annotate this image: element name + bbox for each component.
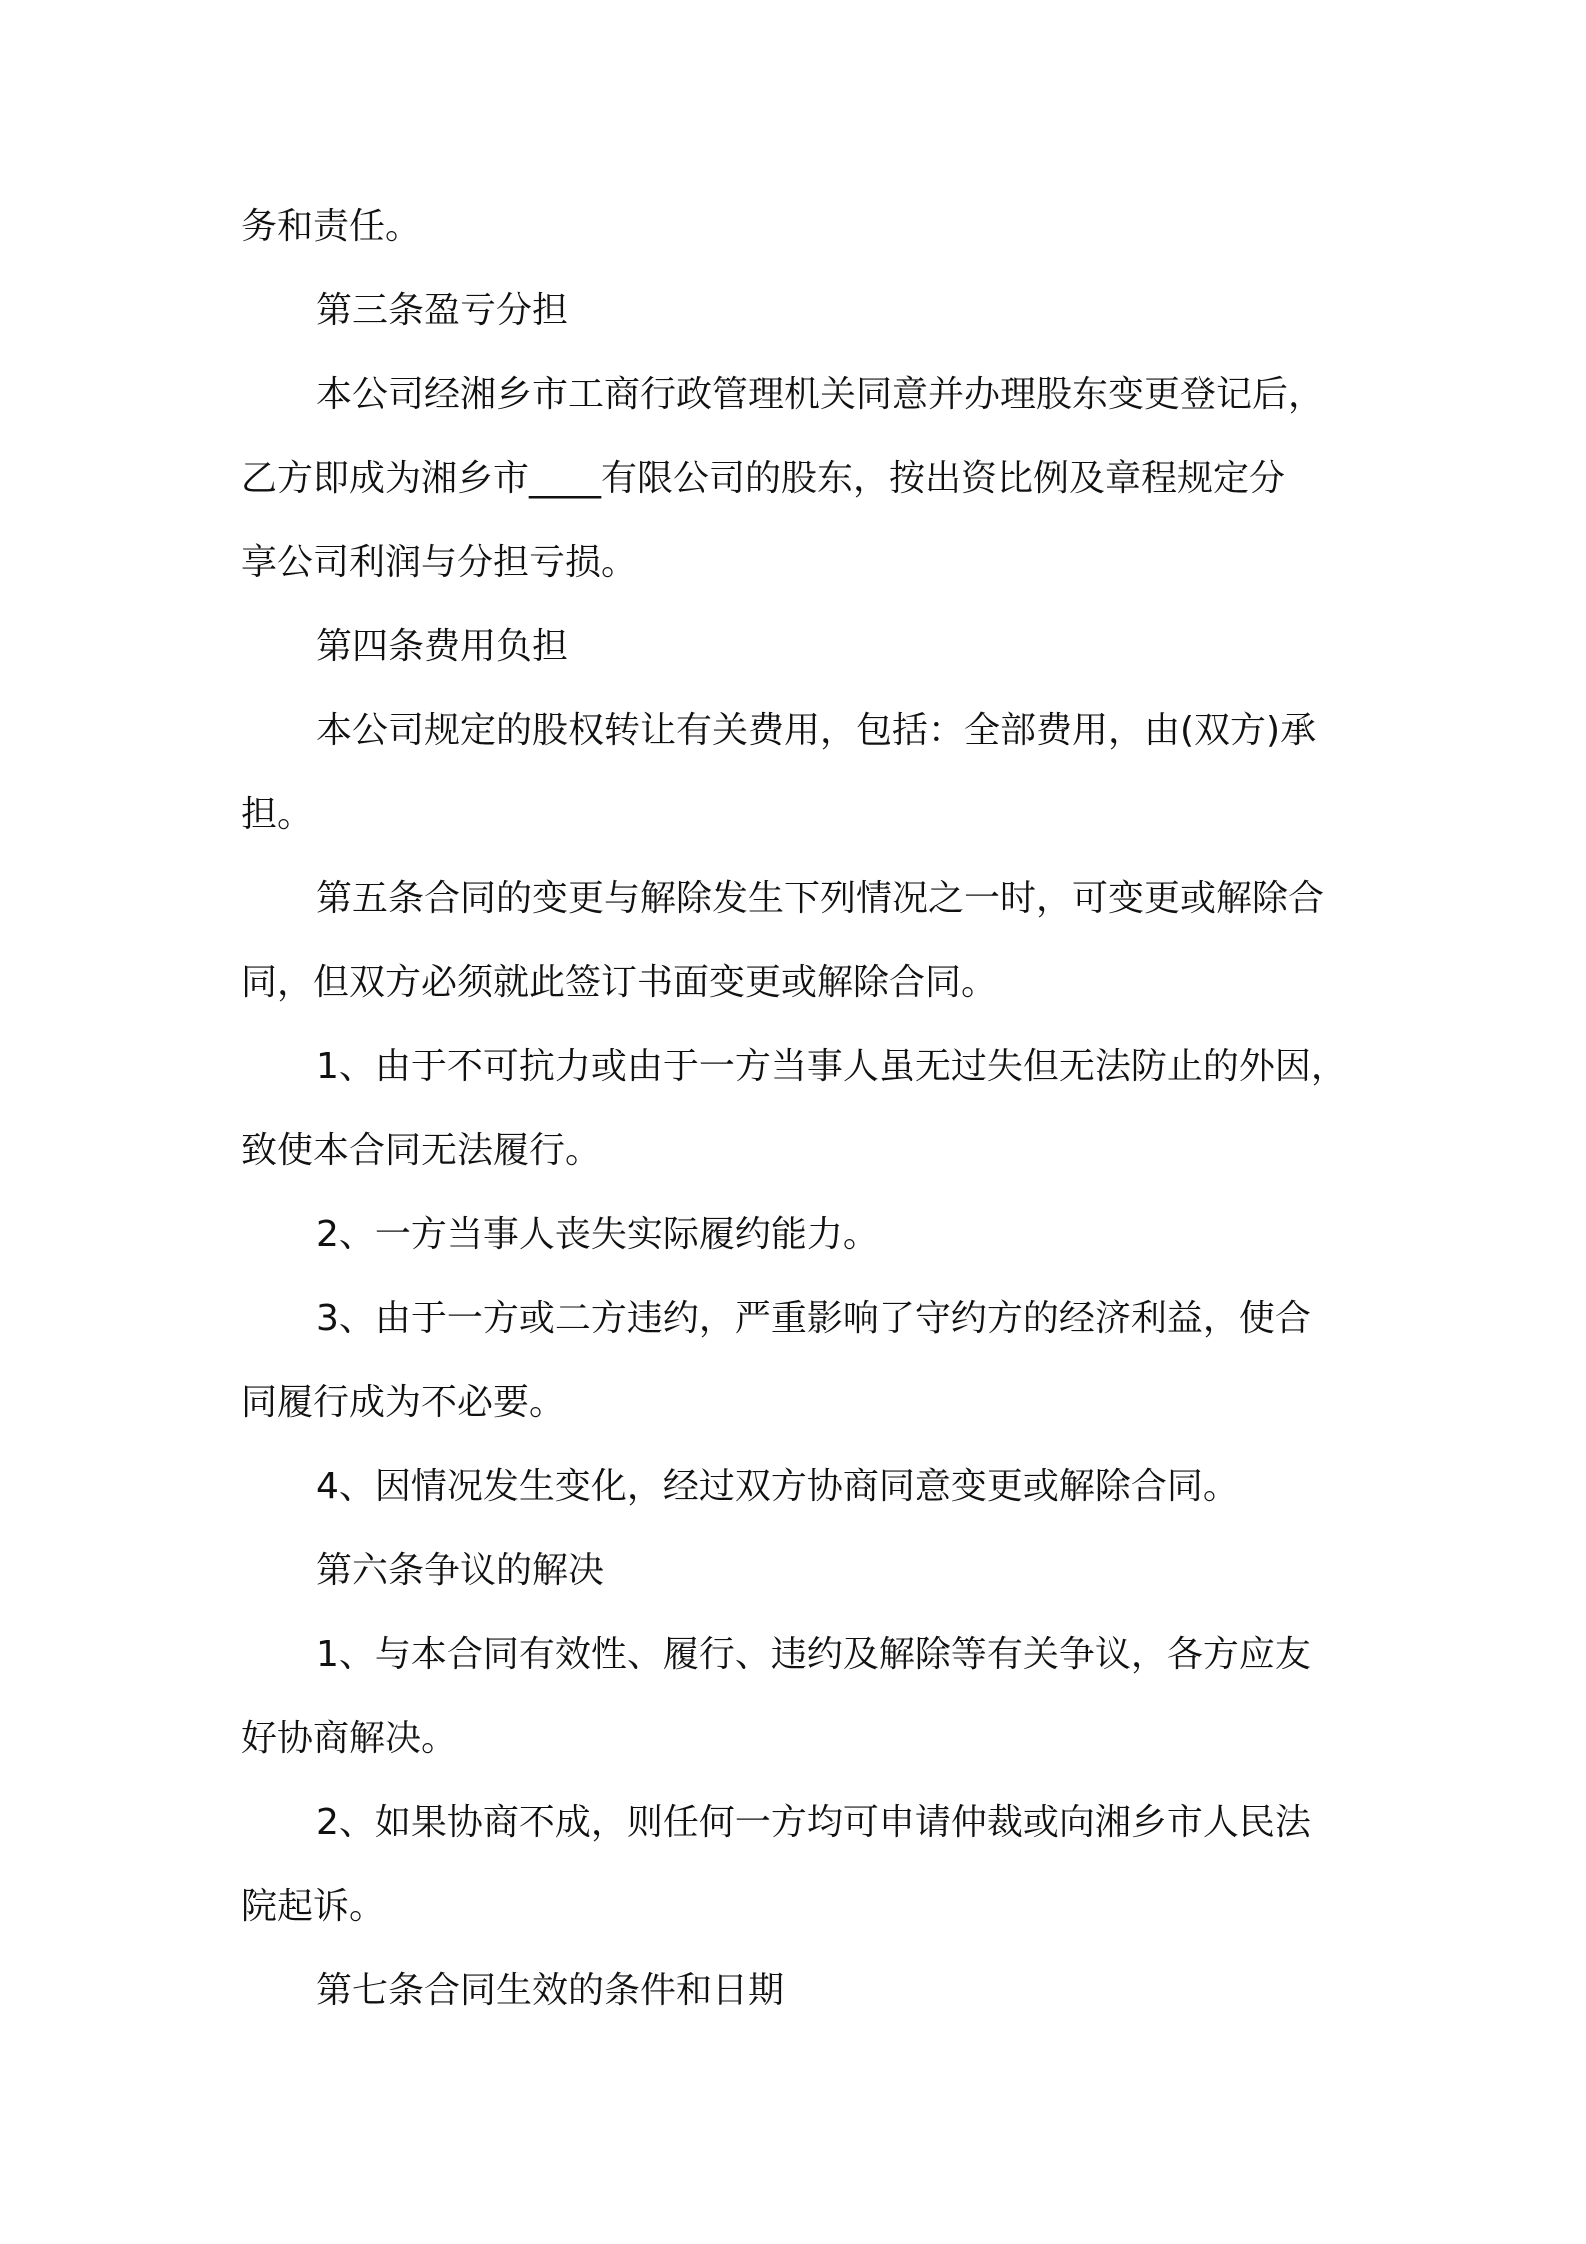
- body-text-line: 院起诉。: [241, 1886, 386, 1927]
- body-text-line: 享公司利润与分担亏损。: [241, 542, 638, 583]
- section-heading: 第三条盈亏分担: [316, 290, 569, 331]
- body-text-line: 乙方即成为湘乡市____有限公司的股东，按出资比例及章程规定分: [241, 458, 1286, 499]
- list-item: 3、由于一方或二方违约，严重影响了守约方的经济利益，使合: [316, 1298, 1311, 1339]
- body-text-line: 务和责任。: [241, 206, 422, 247]
- body-text-line: 好协商解决。: [241, 1718, 458, 1759]
- section-heading: 第六条争议的解决: [316, 1550, 605, 1591]
- body-text-line: 本公司经湘乡市工商行政管理机关同意并办理股东变更登记后，: [316, 374, 1325, 415]
- section-heading: 第七条合同生效的条件和日期: [316, 1970, 785, 2011]
- list-item: 4、因情况发生变化，经过双方协商同意变更或解除合同。: [316, 1466, 1239, 1507]
- body-text-line: 同履行成为不必要。: [241, 1382, 566, 1423]
- body-text-line: 担。: [241, 794, 314, 835]
- list-item: 1、由于不可抗力或由于一方当事人虽无过失但无法防止的外因，: [316, 1046, 1347, 1087]
- body-text-line: 同，但双方必须就此签订书面变更或解除合同。: [241, 962, 998, 1003]
- body-text-line: 本公司规定的股权转让有关费用，包括：全部费用，由(双方)承: [316, 710, 1317, 751]
- list-item: 2、一方当事人丧失实际履约能力。: [316, 1214, 879, 1255]
- section-heading: 第四条费用负担: [316, 626, 569, 667]
- body-text-line: 致使本合同无法履行。: [241, 1130, 602, 1171]
- list-item: 1、与本合同有效性、履行、违约及解除等有关争议，各方应友: [316, 1634, 1311, 1675]
- section-heading: 第五条合同的变更与解除发生下列情况之一时，可变更或解除合: [316, 878, 1325, 919]
- list-item: 2、如果协商不成，则任何一方均可申请仲裁或向湘乡市人民法: [316, 1802, 1311, 1843]
